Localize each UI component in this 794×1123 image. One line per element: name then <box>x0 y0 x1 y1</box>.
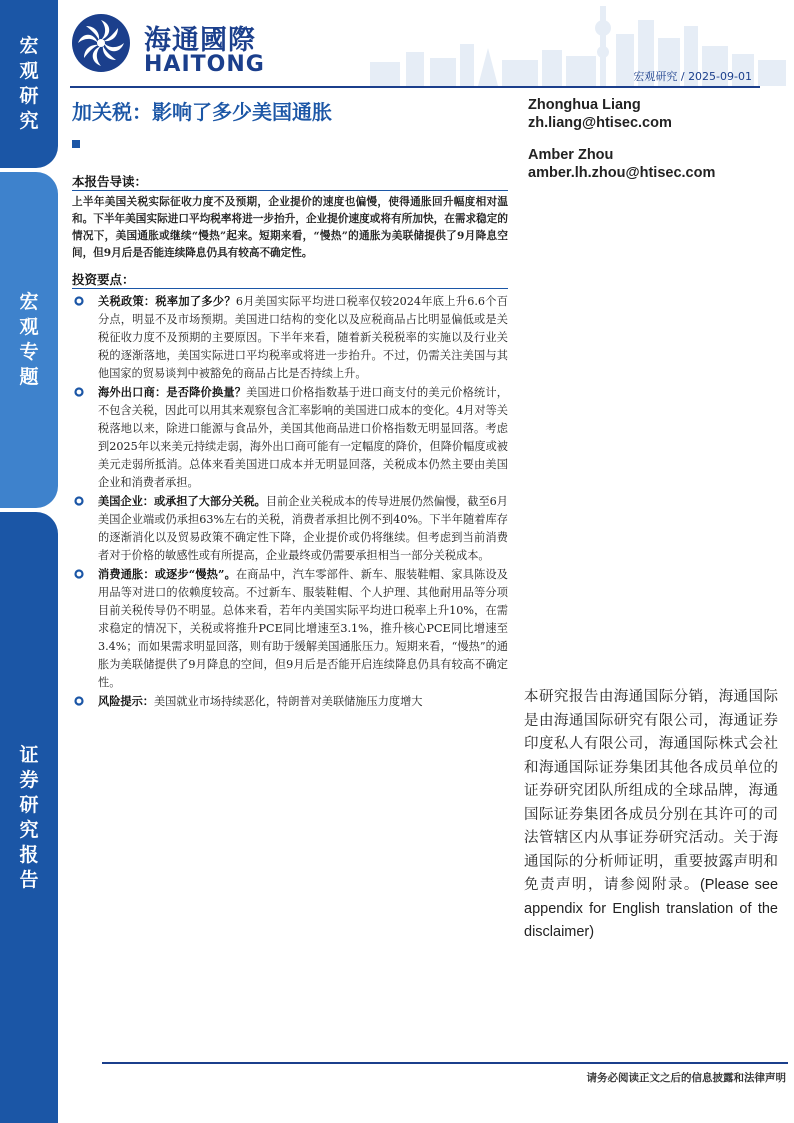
points-heading-rule <box>72 288 508 289</box>
sidebar-tab-char: 证 <box>19 743 39 766</box>
logo-name-cn: 海通國際 <box>144 25 256 56</box>
analyst-name: Zhonghua Liang <box>528 97 641 113</box>
sidebar-tab-securities-report <box>0 512 58 1123</box>
sidebar-tab-char: 宏 <box>19 291 39 313</box>
point-text: 6月美国实际平均进口税率仅较2024年底上升6.6个百分点，明显不及市场预期。美国进口结构的变化以及应税商品占比明显偏低或是关税征收力度不及预期的主要原因。下半年来看，随着新关税税率的实施以及行业关税的逐渐落地，美国实际进口平均税率或将进一步抬升。不过，仍需关注美国与其他国家的贸易谈判中被豁免的商品占比是否持续上升。 <box>98 295 508 380</box>
sidebar-tab-char: 研 <box>19 85 39 107</box>
guide-heading-rule <box>72 190 508 191</box>
sidebar-tab-char: 报 <box>19 843 39 866</box>
sidebar-tab-char: 券 <box>19 768 39 791</box>
sidebar-tab-char: 告 <box>19 868 39 891</box>
sidebar-tab-char: 题 <box>19 366 39 388</box>
sidebar-tab-macro-special <box>0 172 58 508</box>
ring-bullet-icon <box>74 387 84 397</box>
analyst-block <box>528 96 672 132</box>
ring-bullet-icon <box>74 696 84 706</box>
list-item <box>72 292 508 383</box>
point-lead: 关税政策：税率加了多少？ <box>98 294 236 308</box>
header-meta <box>633 68 752 84</box>
disclaimer-text-cn: 本研究报告由海通国际分销，海通国际是由海通国际研究有限公司，海通证券印度私人有限公司，海通国际株式会社和海通国际证券集团其他各成员单位的证券研究团队所组成的全球品牌，海通国际证券集团各成员分别在其许可的司法管辖区内从事证券研究活动。关于海通国际的分析师证明，重要披露声明和免责声明，请参阅附录。 <box>524 689 778 893</box>
guide-heading: 本报告导读： <box>72 174 148 189</box>
footer-divider <box>102 1062 788 1064</box>
point-lead: 海外出口商：是否降价换量？ <box>98 385 247 399</box>
ring-bullet-icon <box>74 569 84 579</box>
point-text: 美国就业市场持续恶化，特朗普对美联储施压力度增大 <box>153 695 423 708</box>
logo-name-en: HAITONG <box>144 52 265 77</box>
disclaimer <box>524 686 778 945</box>
header-divider <box>70 86 760 88</box>
points-heading: 投资要点： <box>72 272 135 287</box>
point-lead: 消费通胀：或逐步“慢热”。 <box>98 567 236 581</box>
sidebar-tab-char: 研 <box>19 793 39 816</box>
header-separator: / <box>680 70 685 83</box>
sidebar-tab-char: 宏 <box>19 35 39 57</box>
point-text: 美国进口价格指数基于进口商支付的美元价格统计，不包含关税，因此可以用其来观察包含汇率影响的美国进口成本的变化。4月对等关税落地以来，除进口能源与食品外，美国其他商品进口价格指数无明显回落。考虑到2025年以来美元持续走弱，海外出口商可能有一定幅度的降价，但降价幅度或被美元走弱所抵消。总体来看美国进口成本并无明显回落，关税成本仍然主要由美国企业和消费者承担。 <box>98 386 508 489</box>
haitong-logo <box>70 12 270 76</box>
list-item <box>72 383 508 492</box>
analyst-email: amber.lh.zhou@htisec.com <box>528 165 716 181</box>
investment-points-list <box>72 292 508 711</box>
sidebar-tab-char: 观 <box>19 316 39 338</box>
list-item <box>72 492 508 565</box>
sidebar-tab-macro-research <box>0 0 58 168</box>
list-item <box>72 692 508 711</box>
list-item <box>72 565 508 692</box>
header-date: 2025-09-01 <box>688 70 752 83</box>
ring-bullet-icon <box>74 296 84 306</box>
header-category: 宏观研究 <box>633 70 678 83</box>
analyst-block <box>528 146 715 182</box>
title-square-icon <box>72 140 80 148</box>
guide-text: 上半年美国关税实际征收力度不及预期，企业提价的速度也偏慢，使得通胀回升幅度相对温和。下半年美国实际进口平均税率将进一步抬升，企业提价速度或将有所加快，在需求稳定的情况下，美国通胀或继续“慢热”起来。短期来看，“慢热”的通胀为美联储提供了9月降息空间，但9月后是否能连续降息仍具有较高不确定性。 <box>72 196 508 259</box>
haitong-logo-icon <box>70 12 132 74</box>
disclaimer-text-en: (Please see appendix for English translation of the disclaimer) <box>524 877 779 940</box>
sidebar-tab-char: 观 <box>19 60 39 82</box>
point-text: 在商品中，汽车零部件、新车、服装鞋帽、家具陈设及用品等对进口的依赖度较高。不过新车、服装鞋帽、个人护理、其他耐用品等分项目前关税传导仍不明显。总体来看，若年内美国实际平均进口税率上升10%，在需求稳定的情况下，关税或将推升PCE同比增速至3.1%，推升核心PCE同比增速至3.4%；而如果需求明显回落，则有助于缓解美国通胀压力。短期来看，“慢热”的通胀为美联储提供了9月降息的空间，但9月后是否能开启连续降息仍具有较高不确定性。 <box>98 568 508 689</box>
sidebar-tab-char: 专 <box>19 341 39 363</box>
point-lead: 美国企业：或承担了大部分关税。 <box>98 494 266 508</box>
sidebar-tab-char: 究 <box>19 818 39 841</box>
analyst-name: Amber Zhou <box>528 147 614 163</box>
analyst-email: zh.liang@htisec.com <box>528 115 672 131</box>
report-title: 加关税：影响了多少美国通胀 <box>72 100 332 124</box>
ring-bullet-icon <box>74 496 84 506</box>
footer-notice: 请务必阅读正文之后的信息披露和法律声明 <box>586 1072 786 1084</box>
point-lead: 风险提示： <box>98 694 154 708</box>
sidebar-tab-char: 究 <box>19 110 39 132</box>
point-text: 目前企业关税成本的传导进展仍然偏慢，截至6月美国企业端或仍承担63%左右的关税，消费者承担比例不到40%。下半年随着库存的逐渐消化以及贸易政策不确定性下降，企业提价或仍将继续。但考虑到当前消费者对于价格的敏感性或有所提高，企业最终或仍需要承担相当一部分关税成本。 <box>98 495 508 562</box>
